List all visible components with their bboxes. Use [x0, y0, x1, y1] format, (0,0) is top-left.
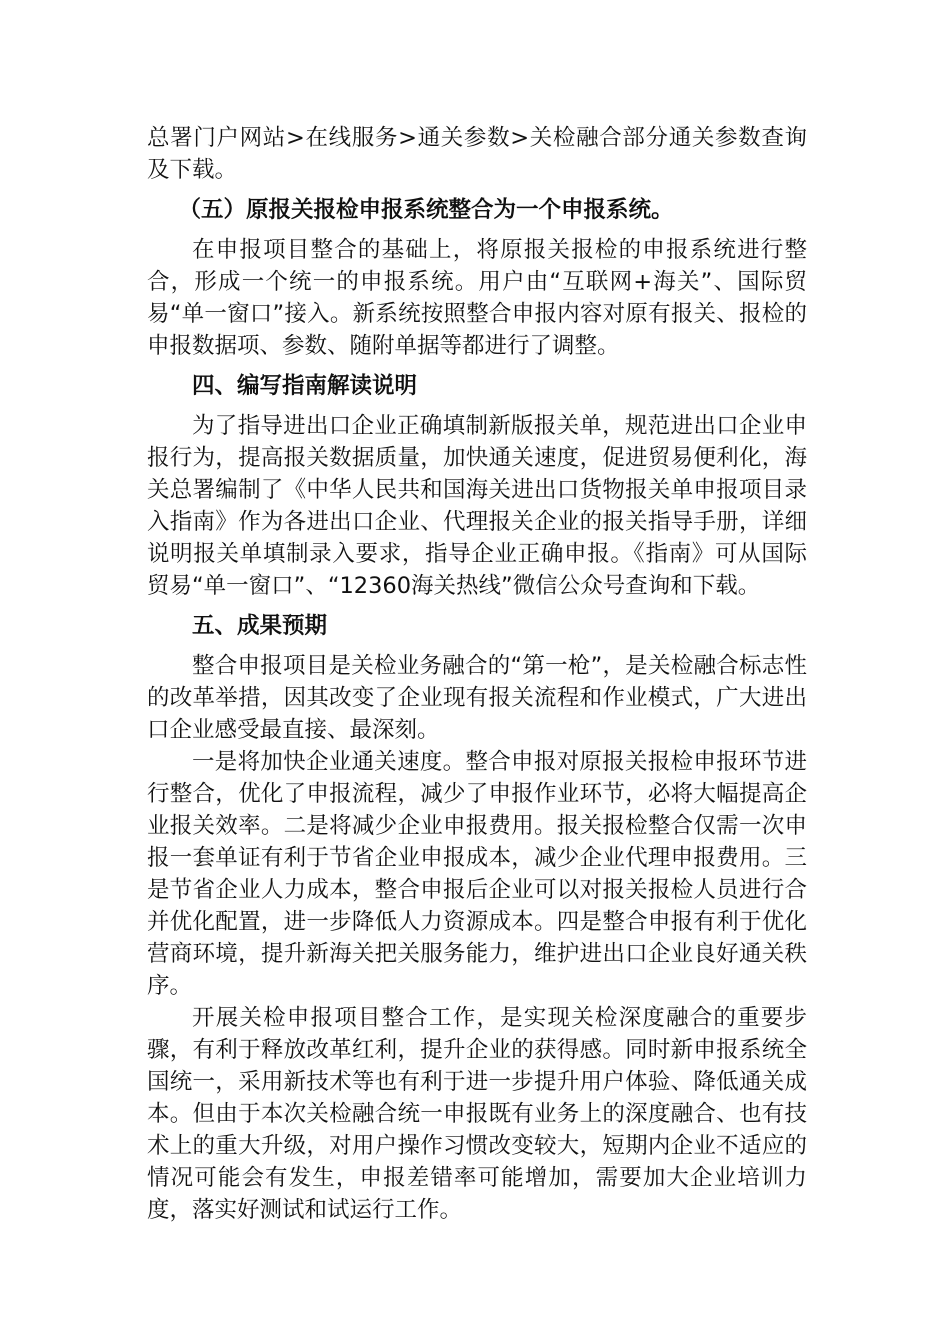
continuation-paragraph: 总署门户网站>在线服务>通关参数>关检融合部分通关参数查询及下载。 — [147, 125, 807, 183]
section-5-heading: 五、成果预期 — [192, 613, 328, 639]
subsection-5-heading: （五）原报关报检申报系统整合为一个申报系统。 — [178, 197, 674, 223]
subsection-5-paragraph: 在申报项目整合的基础上，将原报关报检的申报系统进行整合，形成一个统一的申报系统。用户由“互联网+海关”、国际贸易“单一窗口”接入。新系统按照整合申报内容对原有报关、报检的申报数据项、参数、随附单据等都进行了调整。 — [147, 237, 807, 359]
document-page — [147, 122, 807, 1226]
section-5-paragraph-3: 开展关检申报项目整合工作，是实现关检深度融合的重要步骤，有利于释放改革红利，提升企业的获得感。同时新申报系统全国统一，采用新技术等也有利于进一步提升用户体验、降低通关成本。但由于本次关检融合统一申报既有业务上的深度融合、也有技术上的重大升级，对用户操作习惯改变较大，短期内企业不适应的情况可能会有发生，申报差错率可能增加，需要加大企业培训力度，落实好测试和试运行工作。 — [147, 1005, 807, 1223]
section-4-paragraph: 为了指导进出口企业正确填制新版报关单，规范进出口企业申报行为，提高报关数据质量，加快通关速度，促进贸易便利化，海关总署编制了《中华人民共和国海关进出口货物报关单申报项目录入指南》作为各进出口企业、代理报关企业的报关指导手册，详细说明报关单填制录入要求，指导企业正确申报。《指南》可从国际贸易“单一窗口”、“12360海关热线”微信公众号查询和下载。 — [147, 413, 807, 599]
section-5-paragraph-1: 整合申报项目是关检业务融合的“第一枪”，是关检融合标志性的改革举措，因其改变了企业现有报关流程和作业模式，广大进出口企业感受最直接、最深刻。 — [147, 653, 807, 743]
section-5-paragraph-2: 一是将加快企业通关速度。整合申报对原报关报检申报环节进行整合，优化了申报流程，减少了申报作业环节，必将大幅提高企业报关效率。二是将减少企业申报费用。报关报检整合仅需一次申报一套单证有利于节省企业申报成本，减少企业代理申报费用。三是节省企业人力成本，整合申报后企业可以对报关报检人员进行合并优化配置，进一步降低人力资源成本。四是整合申报有利于优化营商环境，提升新海关把关服务能力，维护进出口企业良好通关秩序。 — [147, 749, 807, 999]
section-4-heading: 四、编写指南解读说明 — [192, 373, 418, 399]
